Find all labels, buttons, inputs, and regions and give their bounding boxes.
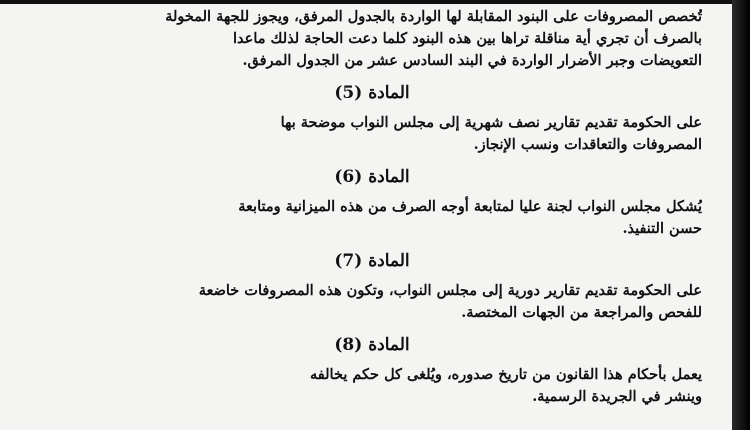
article-6-text (42, 196, 702, 240)
text-line: وينشر في الجريدة الرسمية. (532, 388, 702, 405)
article-5-heading: المادة (5) (334, 83, 410, 103)
text-line: تُخصص المصروفات على البنود المقابلة لها الواردة بالجدول المرفق، ويجوز للجهة المخولة (165, 8, 702, 25)
article-8-heading: المادة (8) (334, 335, 410, 355)
text-line: التعويضات وجبر الأضرار الواردة في البند السادس عشر من الجدول المرفق. (242, 52, 702, 69)
scan-edge-shadow (732, 0, 750, 430)
text-line: يعمل بأحكام هذا القانون من تاريخ صدوره، ويُلغى كل حكم يخالفه (310, 366, 702, 383)
article-7-text (42, 280, 702, 324)
text-line: حسن التنفيذ. (622, 220, 702, 237)
text-line: للفحص والمراجعة من الجهات المختصة. (461, 304, 702, 321)
text-line: يُشكل مجلس النواب لجنة عليا لمتابعة أوجه الصرف من هذه الميزانية ومتابعة (238, 198, 702, 215)
article-8-text (42, 364, 702, 408)
intro-paragraph (42, 6, 702, 72)
document-content (42, 0, 702, 408)
text-line: بالصرف أن تجري أية مناقلة تراها بين هذه البنود كلما دعت الحاجة لذلك ماعدا (233, 30, 702, 47)
article-7-heading: المادة (7) (334, 251, 410, 271)
text-line: على الحكومة تقديم تقارير دورية إلى مجلس النواب، وتكون هذه المصروفات خاضعة (198, 282, 702, 299)
text-line: على الحكومة تقديم تقارير نصف شهرية إلى مجلس النواب موضحة بها (280, 114, 702, 131)
article-5-text (42, 112, 702, 156)
text-line: المصروفات والتعاقدات ونسب الإنجاز. (473, 136, 702, 153)
article-6-heading: المادة (6) (334, 167, 410, 187)
